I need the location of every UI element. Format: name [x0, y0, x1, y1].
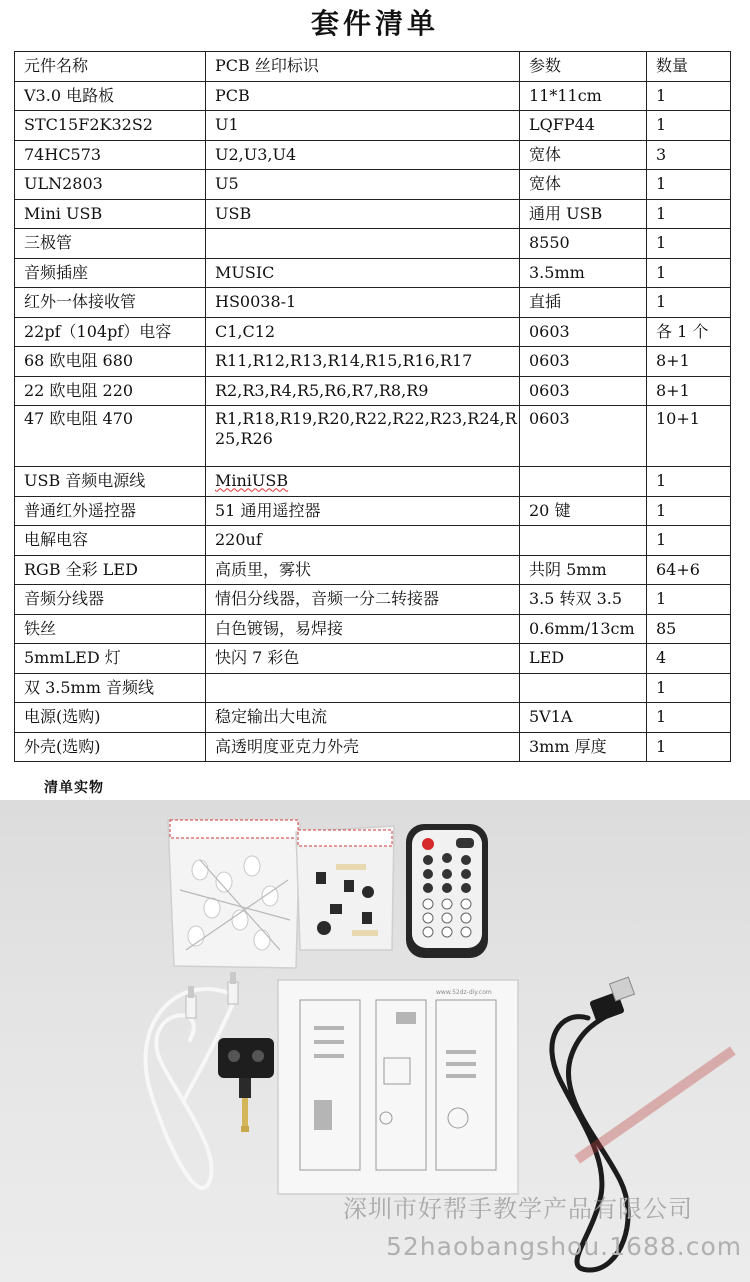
part-name-cell: Mini USB: [15, 199, 206, 229]
url-watermark: 52haobangshou.1688.com: [386, 1232, 743, 1261]
qty-cell: 1: [647, 229, 731, 259]
pcb-label-cell: 220uf: [206, 526, 520, 556]
table-row: [15, 703, 731, 733]
part-name-cell: ULN2803: [15, 170, 206, 200]
pcb-label-cell: HS0038-1: [206, 288, 520, 318]
pcb-label-cell: [206, 673, 520, 703]
qty-cell: 1: [647, 199, 731, 229]
qty-cell: 1: [647, 288, 731, 318]
table-row: [15, 496, 731, 526]
table-row: [15, 258, 731, 288]
param-cell: 宽体: [520, 140, 647, 170]
qty-cell: 8+1: [647, 376, 731, 406]
pcb-label-cell: 情侣分线器，音频一分二转接器: [206, 585, 520, 615]
qty-cell: 1: [647, 81, 731, 111]
pcb-board-image: [278, 980, 518, 1194]
pcb-label-cell: MUSIC: [206, 258, 520, 288]
param-cell: 8550: [520, 229, 647, 259]
part-name-cell: RGB 全彩 LED: [15, 555, 206, 585]
brand-watermark: [574, 1046, 735, 1163]
pcb-silkscreen-text: www.52dz-diy.com: [436, 989, 492, 996]
param-cell: 通用 USB: [520, 199, 647, 229]
part-name-cell: 铁丝: [15, 614, 206, 644]
part-name-cell: 外壳(选购): [15, 732, 206, 762]
param-cell: 直插: [520, 288, 647, 318]
part-name-cell: V3.0 电路板: [15, 81, 206, 111]
param-cell: 3mm 厚度: [520, 732, 647, 762]
qty-cell: 3: [647, 140, 731, 170]
part-name-cell: 5mmLED 灯: [15, 644, 206, 674]
param-cell: 0603: [520, 347, 647, 377]
pcb-label-cell: 高透明度亚克力外壳: [206, 732, 520, 762]
table-row: [15, 317, 731, 347]
pcb-label-cell: USB: [206, 199, 520, 229]
table-row: [15, 526, 731, 556]
part-name-cell: 74HC573: [15, 140, 206, 170]
qty-cell: 1: [647, 496, 731, 526]
part-name-cell: 三极管: [15, 229, 206, 259]
table-row: [15, 376, 731, 406]
param-cell: 宽体: [520, 170, 647, 200]
table-row: [15, 229, 731, 259]
qty-cell: 1: [647, 467, 731, 497]
table-row: [15, 614, 731, 644]
part-name-cell: 22 欧电阻 220: [15, 376, 206, 406]
kit-list-body: [15, 52, 731, 762]
table-row: [15, 732, 731, 762]
param-cell: 11*11cm: [520, 81, 647, 111]
param-cell: 0603: [520, 406, 647, 467]
param-cell: LED: [520, 644, 647, 674]
param-cell: 0603: [520, 376, 647, 406]
qty-cell: 1: [647, 170, 731, 200]
part-name-cell: STC15F2K32S2: [15, 111, 206, 141]
qty-cell: 10+1: [647, 406, 731, 467]
qty-cell: 1: [647, 732, 731, 762]
table-row: [15, 170, 731, 200]
pcb-label-cell: U1: [206, 111, 520, 141]
qty-cell: 1: [647, 258, 731, 288]
part-name-cell: 音频插座: [15, 258, 206, 288]
param-cell: 20 键: [520, 496, 647, 526]
param-cell: LQFP44: [520, 111, 647, 141]
pcb-label-cell: 高质里，雾状: [206, 555, 520, 585]
part-name-cell: 68 欧电阻 680: [15, 347, 206, 377]
param-cell: 0.6mm/13cm: [520, 614, 647, 644]
table-row: [15, 406, 731, 467]
pcb-label-cell: [206, 229, 520, 259]
audio-splitter-image: [218, 1038, 274, 1132]
param-cell: [520, 526, 647, 556]
table-row: [15, 81, 731, 111]
pcb-label-cell: 51 通用遥控器: [206, 496, 520, 526]
header-cell: 参数: [520, 52, 647, 82]
qty-cell: 各 1 个: [647, 317, 731, 347]
qty-cell: 64+6: [647, 555, 731, 585]
table-row: [15, 347, 731, 377]
pcb-label-cell: C1,C12: [206, 317, 520, 347]
table-header-row: [15, 52, 731, 82]
qty-cell: 1: [647, 673, 731, 703]
param-cell: 共阴 5mm: [520, 555, 647, 585]
header-cell: PCB 丝印标识: [206, 52, 520, 82]
part-name-cell: 音频分线器: [15, 585, 206, 615]
table-row: [15, 467, 731, 497]
table-row: [15, 140, 731, 170]
part-name-cell: 电解电容: [15, 526, 206, 556]
table-row: [15, 555, 731, 585]
part-name-cell: 22pf（104pf）电容: [15, 317, 206, 347]
part-name-cell: 双 3.5mm 音频线: [15, 673, 206, 703]
table-row: [15, 644, 731, 674]
company-watermark: 深圳市好帮手教学产品有限公司: [343, 1195, 693, 1223]
qty-cell: 1: [647, 526, 731, 556]
ir-remote-image: [406, 824, 488, 958]
qty-cell: 4: [647, 644, 731, 674]
components-bag-image: [296, 826, 394, 950]
pcb-label-cell: 稳定输出大电流: [206, 703, 520, 733]
pcb-label-cell: PCB: [206, 81, 520, 111]
pcb-label-cell: MiniUSB: [206, 467, 520, 497]
param-cell: 3.5mm: [520, 258, 647, 288]
param-cell: 3.5 转双 3.5: [520, 585, 647, 615]
pcb-label-cell: 白色镀锡，易焊接: [206, 614, 520, 644]
pcb-label-cell: U5: [206, 170, 520, 200]
part-name-cell: 普通红外遥控器: [15, 496, 206, 526]
table-row: [15, 673, 731, 703]
page-title: 套件清单: [310, 7, 439, 40]
part-name-cell: 红外一体接收管: [15, 288, 206, 318]
audio-cable-image: [146, 989, 236, 1188]
table-row: [15, 199, 731, 229]
qty-cell: 1: [647, 703, 731, 733]
param-cell: [520, 467, 647, 497]
param-cell: 0603: [520, 317, 647, 347]
pcb-label-cell: R2,R3,R4,R5,R6,R7,R8,R9: [206, 376, 520, 406]
table-row: [15, 111, 731, 141]
param-cell: 5V1A: [520, 703, 647, 733]
led-bag-image: [168, 820, 300, 968]
pcb-label-cell: U2,U3,U4: [206, 140, 520, 170]
pcb-label-cell: 快闪 7 彩色: [206, 644, 520, 674]
param-cell: [520, 673, 647, 703]
part-name-cell: 47 欧电阻 470: [15, 406, 206, 467]
qty-cell: 85: [647, 614, 731, 644]
part-name-cell: 电源(选购): [15, 703, 206, 733]
qty-cell: 1: [647, 111, 731, 141]
part-name-cell: USB 音频电源线: [15, 467, 206, 497]
header-cell: 元件名称: [15, 52, 206, 82]
pcb-label-cell: R1,R18,R19,R20,R22,R22,R23,R24,R25,R26: [206, 406, 520, 467]
table-row: [15, 288, 731, 318]
table-row: [15, 585, 731, 615]
header-cell: 数量: [647, 52, 731, 82]
qty-cell: 8+1: [647, 347, 731, 377]
qty-cell: 1: [647, 585, 731, 615]
pcb-label-cell: R11,R12,R13,R14,R15,R16,R17: [206, 347, 520, 377]
kit-list-table: [14, 51, 731, 762]
photo-section-label: 清单实物: [44, 780, 104, 796]
